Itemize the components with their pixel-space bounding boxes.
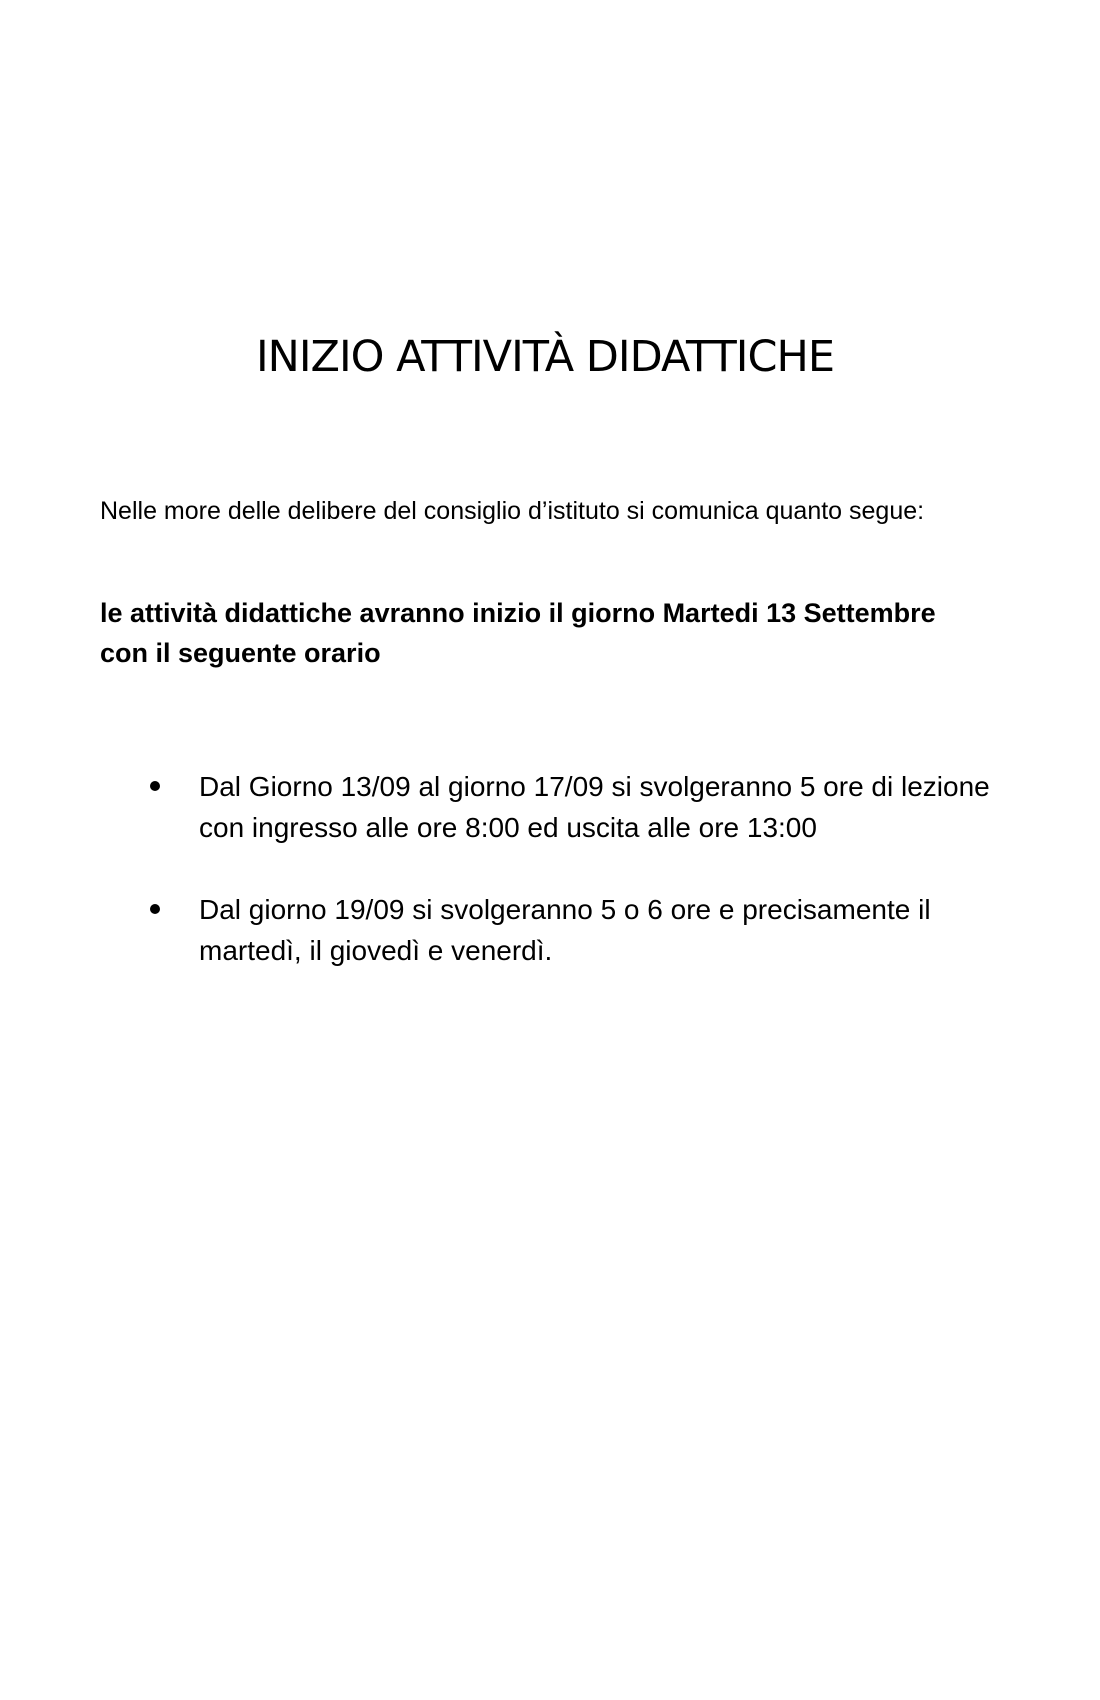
bullet-icon bbox=[150, 781, 160, 791]
schedule-list bbox=[150, 766, 1010, 1012]
document-title: INIZIO ATTIVITÀ DIDATTICHE bbox=[255, 332, 835, 382]
intro-paragraph: Nelle more delle delibere del consiglio d’istituto si comunica quanto segue: bbox=[100, 497, 925, 525]
bullet-icon bbox=[150, 904, 160, 914]
list-item-text: Dal Giorno 13/09 al giorno 17/09 si svolgeranno 5 ore di lezione con ingresso alle ore 8:00 ed uscita alle ore 13:00 bbox=[199, 771, 990, 843]
list-item-text: Dal giorno 19/09 si svolgeranno 5 o 6 ore e precisamente il martedì, il giovedì e venerdì. bbox=[199, 894, 931, 966]
list-item bbox=[150, 889, 1010, 971]
start-date-announcement: le attività didattiche avranno inizio il giorno Martedi 13 Settembre con il seguente orario bbox=[100, 598, 936, 668]
list-item bbox=[150, 766, 1010, 848]
